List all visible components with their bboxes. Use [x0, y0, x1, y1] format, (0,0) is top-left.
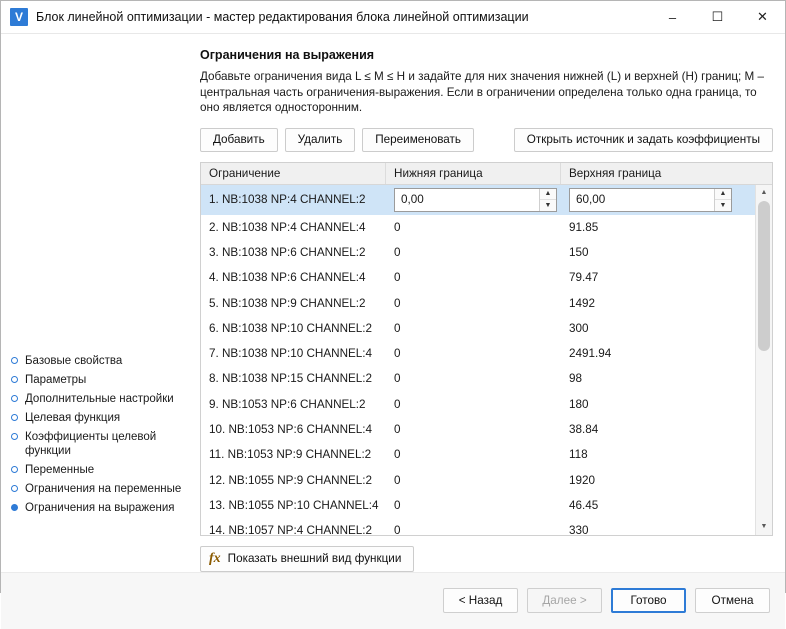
cell-constraint-name: 2. NB:1038 NP:4 CHANNEL:4 — [209, 220, 366, 234]
cell-constraint-name: 1. NB:1038 NP:4 CHANNEL:2 — [209, 193, 366, 206]
step-dot-icon — [11, 376, 18, 383]
sidebar-item-advanced-settings[interactable] — [11, 392, 191, 406]
sidebar-item-objective-coefficients[interactable] — [11, 430, 191, 458]
cell-lower-bound[interactable]: 0 — [394, 347, 401, 361]
cell-lower-bound[interactable]: 0 — [394, 321, 401, 335]
sidebar-item-label: Ограничения на выражения — [25, 501, 175, 514]
step-dot-icon — [11, 485, 18, 492]
upper-bound-stepper[interactable] — [569, 188, 732, 212]
cancel-button[interactable]: Отмена — [695, 588, 770, 613]
main-panel — [196, 34, 786, 572]
table-row[interactable] — [201, 366, 772, 391]
cell-constraint-name: 3. NB:1038 NP:6 CHANNEL:2 — [209, 245, 366, 259]
table-body — [201, 185, 772, 535]
window-controls — [650, 1, 785, 33]
column-header-constraint: Ограничение — [201, 163, 386, 184]
cell-upper-bound[interactable]: 79.47 — [569, 271, 599, 285]
table-row[interactable] — [201, 518, 772, 534]
sidebar-item-label: Параметры — [25, 373, 87, 386]
cell-constraint-name: 7. NB:1038 NP:10 CHANNEL:4 — [209, 347, 373, 361]
page-title: Ограничения на выражения — [200, 48, 375, 62]
cell-constraint-name: 12. NB:1055 NP:9 CHANNEL:2 — [209, 473, 373, 487]
cell-lower-bound[interactable]: 0 — [394, 271, 401, 285]
sidebar-item-basic-properties[interactable] — [11, 354, 191, 368]
lower-bound-value: 0,00 — [401, 193, 424, 206]
step-dot-icon — [11, 357, 18, 364]
scroll-down-icon[interactable]: ▼ — [756, 519, 772, 535]
cell-lower-bound[interactable]: 0 — [394, 448, 401, 462]
stepper-up-icon[interactable]: ▲ — [540, 189, 556, 201]
sidebar-item-label: Целевая функция — [25, 411, 121, 424]
table-header-row — [201, 163, 772, 185]
sidebar-item-variable-constraints[interactable] — [11, 482, 191, 496]
stepper-buttons[interactable] — [539, 189, 556, 211]
scroll-up-icon[interactable]: ▲ — [756, 185, 772, 201]
cell-constraint-name: 9. NB:1053 NP:6 CHANNEL:2 — [209, 397, 366, 411]
cell-constraint-name: 13. NB:1055 NP:10 CHANNEL:4 — [209, 498, 379, 512]
cell-constraint-name: 8. NB:1038 NP:15 CHANNEL:2 — [209, 372, 373, 386]
delete-button[interactable]: Удалить — [285, 128, 356, 152]
cell-upper-bound[interactable]: 46.45 — [569, 498, 599, 512]
show-function-label: Показать внешний вид функции — [227, 552, 402, 565]
window-title: Блок линейной оптимизации - мастер редактирования блока линейной оптимизации — [36, 10, 529, 24]
sidebar-item-parameters[interactable] — [11, 373, 191, 387]
sidebar-item-objective-function[interactable] — [11, 411, 191, 425]
sidebar-item-label: Переменные — [25, 463, 95, 476]
step-dot-icon — [11, 433, 18, 440]
table-row[interactable] — [201, 215, 772, 240]
scrollbar-track[interactable] — [756, 201, 772, 519]
cell-lower-bound — [386, 188, 561, 212]
cell-lower-bound[interactable]: 0 — [394, 372, 401, 386]
minimize-icon[interactable]: – — [668, 9, 677, 25]
table-row[interactable] — [201, 493, 772, 518]
table-row[interactable] — [201, 442, 772, 467]
sidebar-item-expression-constraints[interactable] — [11, 501, 191, 515]
show-function-button[interactable] — [200, 546, 414, 572]
cell-constraint-name: 14. NB:1057 NP:4 CHANNEL:2 — [209, 524, 373, 535]
cell-lower-bound[interactable]: 0 — [394, 524, 401, 535]
table-row[interactable] — [201, 417, 772, 442]
stepper-buttons[interactable] — [714, 189, 731, 211]
cell-lower-bound[interactable]: 0 — [394, 220, 401, 234]
rename-button[interactable]: Переименовать — [362, 128, 474, 152]
add-button[interactable]: Добавить — [200, 128, 278, 152]
wizard-footer — [1, 572, 785, 629]
table-row[interactable] — [201, 316, 772, 341]
table-row[interactable] — [201, 341, 772, 366]
cell-upper-bound — [561, 188, 772, 212]
cell-lower-bound[interactable]: 0 — [394, 423, 401, 437]
finish-button[interactable]: Готово — [611, 588, 686, 613]
fx-icon: fx — [209, 550, 221, 566]
title-bar — [1, 1, 785, 34]
cell-upper-bound[interactable]: 1492 — [569, 296, 596, 310]
table-row[interactable] — [201, 185, 772, 215]
cell-upper-bound[interactable]: 118 — [569, 448, 588, 462]
table-row[interactable] — [201, 392, 772, 417]
function-view-row — [200, 546, 773, 572]
cell-constraint-name: 5. NB:1038 NP:9 CHANNEL:2 — [209, 296, 366, 310]
constraints-table — [200, 162, 773, 536]
cell-lower-bound[interactable]: 0 — [394, 245, 401, 259]
table-row[interactable] — [201, 265, 772, 290]
cell-constraint-name: 10. NB:1053 NP:6 CHANNEL:4 — [209, 423, 373, 437]
maximize-icon[interactable]: ☐ — [711, 9, 724, 24]
lower-bound-stepper[interactable] — [394, 188, 557, 212]
sidebar-item-label: Дополнительные настройки — [25, 392, 174, 405]
app-icon: V — [10, 8, 28, 26]
cell-lower-bound[interactable]: 0 — [394, 498, 401, 512]
sidebar-item-label: Коэффициенты целевой функции — [25, 430, 157, 457]
cell-upper-bound[interactable]: 2491.94 — [569, 347, 612, 361]
table-row[interactable] — [201, 240, 772, 265]
open-source-button[interactable]: Открыть источник и задать коэффициенты — [514, 128, 773, 152]
step-list — [11, 354, 191, 520]
cell-constraint-name: 4. NB:1038 NP:6 CHANNEL:4 — [209, 271, 366, 285]
cell-lower-bound[interactable]: 0 — [394, 296, 401, 310]
stepper-up-icon[interactable]: ▲ — [715, 189, 731, 201]
stepper-down-icon[interactable]: ▼ — [540, 200, 556, 211]
cell-upper-bound[interactable]: 180 — [569, 397, 589, 411]
wizard-sidebar — [1, 34, 196, 572]
cell-upper-bound[interactable]: 300 — [569, 321, 589, 335]
close-icon[interactable]: ✕ — [757, 9, 768, 24]
step-dot-icon — [11, 414, 18, 421]
stepper-down-icon[interactable]: ▼ — [715, 200, 731, 211]
scrollbar-thumb[interactable] — [758, 201, 770, 351]
sidebar-item-label: Базовые свойства — [25, 354, 123, 367]
cell-upper-bound[interactable]: 38.84 — [569, 423, 599, 437]
column-header-lower-bound: Нижняя граница — [386, 163, 561, 184]
cell-lower-bound[interactable]: 0 — [394, 397, 401, 411]
step-dot-icon — [11, 504, 18, 511]
cell-upper-bound[interactable]: 98 — [569, 372, 583, 386]
page-description: Добавьте ограничения вида L ≤ M ≤ H и задайте для них значения нижней (L) и верхней (H) границ; M – центральная часть ограничения-выражения. Если в ограничении определена только одна граница, то оно является односторонним. — [200, 70, 765, 114]
cell-constraint-name: 6. NB:1038 NP:10 CHANNEL:2 — [209, 321, 373, 335]
sidebar-item-label: Ограничения на переменные — [25, 482, 182, 495]
upper-bound-value: 60,00 — [576, 193, 606, 206]
cell-upper-bound[interactable]: 150 — [569, 245, 589, 259]
back-button[interactable]: < Назад — [443, 588, 518, 613]
step-dot-icon — [11, 395, 18, 402]
cell-upper-bound[interactable]: 330 — [569, 524, 589, 535]
cell-lower-bound[interactable]: 0 — [394, 473, 401, 487]
table-row[interactable] — [201, 467, 772, 492]
table-toolbar — [200, 128, 773, 152]
cell-upper-bound[interactable]: 1920 — [569, 473, 596, 487]
cell-upper-bound[interactable]: 91.85 — [569, 220, 599, 234]
cell-constraint-name: 11. NB:1053 NP:9 CHANNEL:2 — [209, 448, 372, 462]
table-vertical-scrollbar[interactable] — [755, 185, 772, 535]
sidebar-item-variables[interactable] — [11, 463, 191, 477]
table-row[interactable] — [201, 290, 772, 315]
step-dot-icon — [11, 466, 18, 473]
column-header-upper-bound: Верхняя граница — [569, 166, 662, 180]
next-button: Далее > — [527, 588, 602, 613]
window-body — [1, 34, 785, 572]
